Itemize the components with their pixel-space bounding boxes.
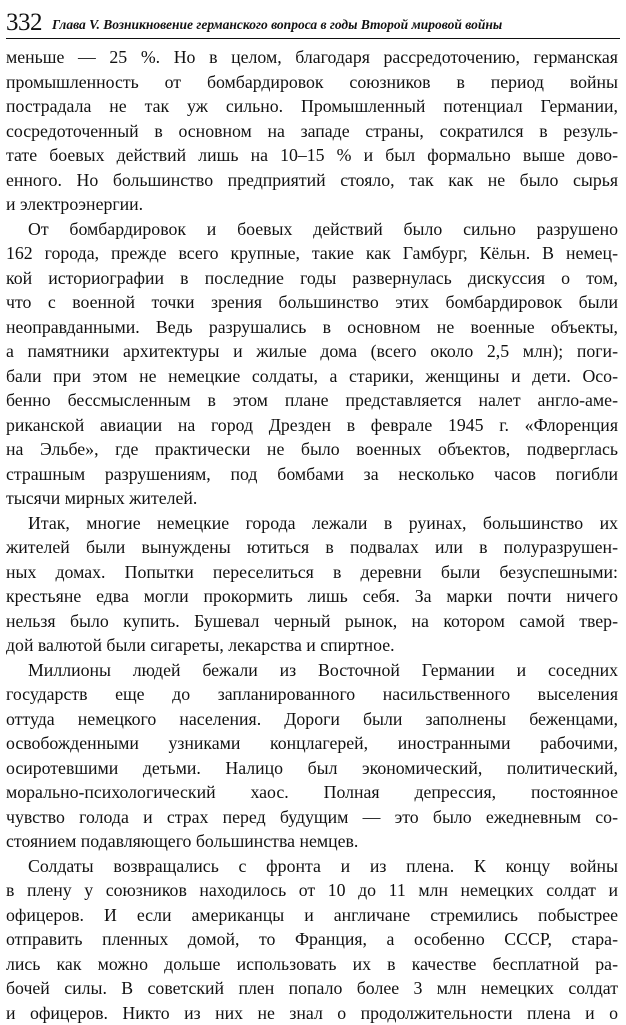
text-line: 162 города, прежде всего крупные, такие как Гамбург, Кёльн. В немец- <box>6 241 618 266</box>
paragraph <box>6 45 618 217</box>
text-line: тате боевых действий лишь на 10–15 % и был формально выше дово- <box>6 143 618 168</box>
text-line: освобожденными узниками концлагерей, иностранными рабочими, <box>6 731 618 756</box>
text-line: а памятники архитектуры и жилые дома (всего около 2,5 млн); поги- <box>6 339 618 364</box>
chapter-title: Глава V. Возникновение германского вопроса в годы Второй мировой войны <box>52 14 502 38</box>
text-line: что с военной точки зрения большинство этих бомбардировок были <box>6 290 618 315</box>
paragraph <box>6 854 618 1025</box>
text-line: бочей силы. В советский плен попало более 3 млн немецких солдат <box>6 976 618 1001</box>
text-line: крестьяне едва могли прокормить лишь себя. За марки почти ничего <box>6 584 618 609</box>
text-line: промышленность от бомбардировок союзников в период войны <box>6 70 618 95</box>
paragraph <box>6 511 618 658</box>
text-line: чувство голода и страх перед будущим — это было ежедневным со- <box>6 805 618 830</box>
text-line: неоправданными. Ведь разрушались в основном не военные объекты, <box>6 315 618 340</box>
text-line: и электроэнергии. <box>6 192 618 217</box>
text-line: кой историографии в последние годы развернулась дискуссия о том, <box>6 266 618 291</box>
text-line: офицеров. И если американцы и англичане стремились побыстрее <box>6 903 618 928</box>
text-line: Итак, многие немецкие города лежали в руинах, большинство их <box>6 511 618 536</box>
text-line: лись как можно дольше использовать их в качестве бесплатной ра- <box>6 952 618 977</box>
text-line: Солдаты возвращались с фронта и из плена. К концу войны <box>6 854 618 879</box>
text-line: и офицеров. Никто из них не знал о продолжительности плена и о <box>6 1001 618 1025</box>
text-line: дой валютой были сигареты, лекарства и спиртное. <box>6 633 618 658</box>
paragraph <box>6 217 618 511</box>
text-line: пострадала не так уж сильно. Промышленный потенциал Германии, <box>6 94 618 119</box>
text-line: меньше — 25 %. Но в целом, благодаря рассредоточению, германская <box>6 45 618 70</box>
paragraph <box>6 658 618 854</box>
text-line: государств еще до запланированного насильственного выселения <box>6 682 618 707</box>
text-line: морально-психологический хаос. Полная депрессия, постоянное <box>6 780 618 805</box>
text-line: бенно бессмысленным в этом плане представляется налет англо-аме- <box>6 388 618 413</box>
text-line: риканской авиации на город Дрезден в феврале 1945 г. «Флоренция <box>6 413 618 438</box>
text-line: жителей были вынуждены ютиться в подвалах или в полуразрушен- <box>6 535 618 560</box>
text-line: нельзя было купить. Бушевал черный рынок, на котором самой твер- <box>6 609 618 634</box>
running-header <box>6 4 620 39</box>
text-line: в плену у союзников находилось от 10 до 11 млн немецких солдат и <box>6 878 618 903</box>
text-line: Миллионы людей бежали из Восточной Германии и соседних <box>6 658 618 683</box>
text-line: стоянием подавляющего большинства немцев. <box>6 829 618 854</box>
text-line: тысячи мирных жителей. <box>6 486 618 511</box>
text-line: отправить пленных домой, то Франция, а особенно СССР, стара- <box>6 927 618 952</box>
text-line: страшным разрушениям, под бомбами за несколько часов погибли <box>6 462 618 487</box>
text-line: ных домах. Попытки переселиться в деревни были безуспешными: <box>6 560 618 585</box>
text-line: осиротевшими детьми. Налицо был экономический, политический, <box>6 756 618 781</box>
page-number: 332 <box>6 8 42 38</box>
text-line: на Эльбе», где практически не было военных объектов, подверглась <box>6 437 618 462</box>
text-line: бали при этом не немецкие солдаты, а старики, женщины и дети. Осо- <box>6 364 618 389</box>
text-line: сосредоточенный в основном на западе страны, сократился в резуль- <box>6 119 618 144</box>
body-text <box>6 45 618 1025</box>
text-line: От бомбардировок и боевых действий было сильно разрушено <box>6 217 618 242</box>
text-line: оттуда немецкого населения. Дороги были заполнены беженцами, <box>6 707 618 732</box>
text-line: енного. Но большинство предприятий стояло, так как не было сырья <box>6 168 618 193</box>
